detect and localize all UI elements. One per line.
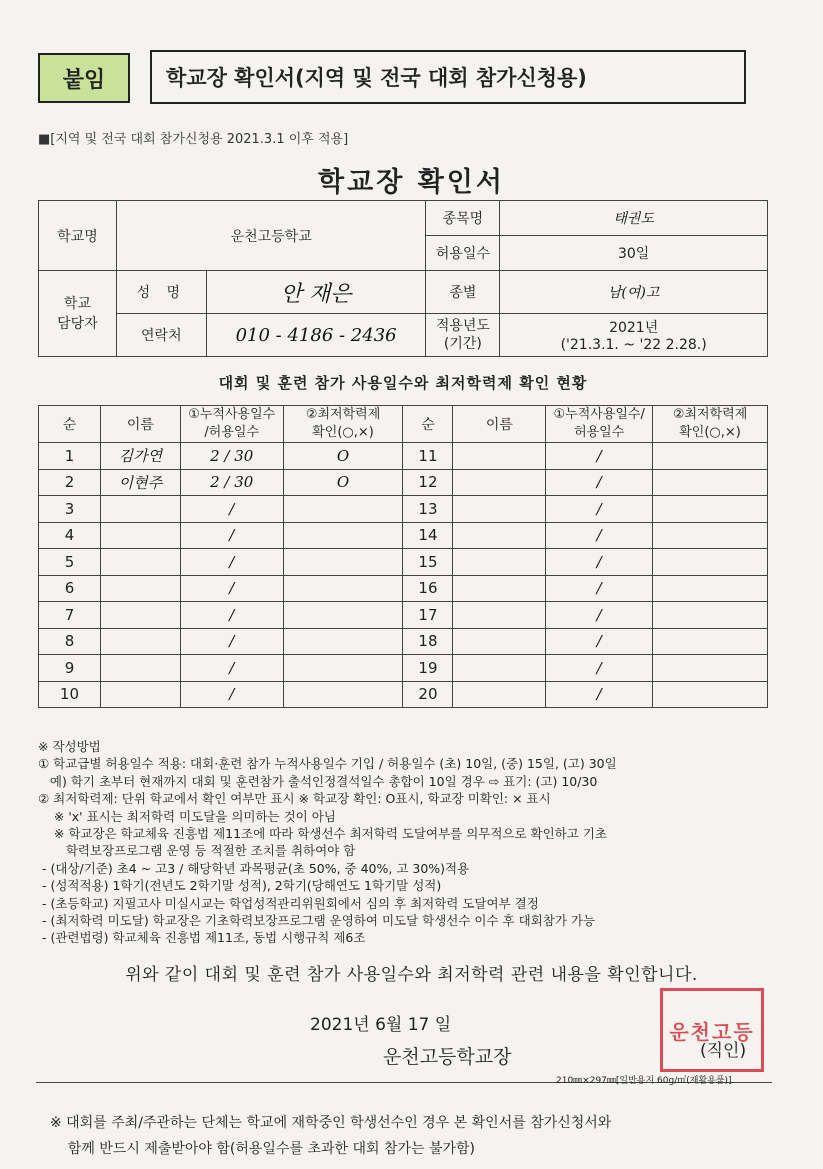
row-check — [653, 655, 768, 682]
row-days: / — [180, 655, 283, 682]
row-no: 11 — [403, 443, 453, 470]
gender-value: 남(여)고 — [500, 271, 768, 314]
days-label: 허용일수 — [426, 236, 500, 271]
row-name — [453, 602, 546, 629]
row-name — [453, 469, 546, 496]
instruction-line: - (초등학교) 지필고사 미실시교는 학업성적관리위원회에서 심의 후 최저학력 도달여부 결정 — [38, 895, 539, 911]
row-name — [453, 496, 546, 523]
row-no: 16 — [403, 575, 453, 602]
table-row — [39, 443, 768, 470]
instructions — [38, 738, 778, 947]
footer-note — [50, 1110, 770, 1162]
table-row — [39, 602, 768, 629]
row-check: O — [283, 469, 403, 496]
school-value: 운천고등학교 — [116, 201, 426, 271]
row-no: 17 — [403, 602, 453, 629]
row-no: 7 — [39, 602, 101, 629]
contact-value: 010 - 4186 - 2436 — [206, 314, 426, 357]
row-days: / — [546, 602, 653, 629]
row-days: / — [180, 602, 283, 629]
year-cell — [500, 314, 768, 357]
footer-line: 함께 반드시 제출받아야 함(허용일수를 초과한 대회 참가는 불가함) — [50, 1141, 476, 1157]
row-check — [283, 628, 403, 655]
row-check — [283, 655, 403, 682]
row-no: 9 — [39, 655, 101, 682]
row-name — [453, 628, 546, 655]
instruction-line: ① 학교급별 허용일수 적용: 대회·훈련 참가 누적사용일수 기입 / 허용일수 (초) 10일, (중) 15일, (고) 30일 — [38, 756, 617, 772]
row-days: / — [180, 681, 283, 708]
row-name — [100, 655, 180, 682]
header-name-2: 이름 — [453, 406, 546, 443]
row-no: 4 — [39, 522, 101, 549]
row-days: / — [546, 522, 653, 549]
days-value: 30일 — [500, 236, 768, 271]
row-no: 20 — [403, 681, 453, 708]
row-name — [100, 681, 180, 708]
row-name — [100, 602, 180, 629]
header-days: ①누적사용일수 /허용일수 — [180, 406, 283, 443]
footer-line: ※ 대회를 주최/주관하는 단체는 학교에 재학중인 학생선수인 경우 본 확인서를 참가신청서와 — [50, 1115, 612, 1131]
row-check — [653, 522, 768, 549]
row-check — [653, 443, 768, 470]
attendance-grid — [38, 405, 768, 708]
table-row — [39, 469, 768, 496]
row-check: O — [283, 443, 403, 470]
event-label: 종목명 — [426, 201, 500, 236]
document-title: 학교장 확인서(지역 및 전국 대회 참가신청용) — [150, 50, 746, 104]
confirm-statement: 위와 같이 대회 및 훈련 참가 사용일수와 최저학력 관련 내용을 확인합니다. — [125, 965, 698, 985]
application-note: ■[지역 및 전국 대회 참가신청용 2021.3.1 이후 적용] — [38, 132, 349, 147]
header-days-2: ①누적사용일수/ 허용일수 — [546, 406, 653, 443]
row-check — [653, 469, 768, 496]
info-table — [38, 200, 768, 357]
row-no: 6 — [39, 575, 101, 602]
row-no: 10 — [39, 681, 101, 708]
row-name — [100, 549, 180, 576]
year-period: ('21.3.1. ~ '22 2.28.) — [560, 337, 707, 353]
row-days: / — [180, 628, 283, 655]
section-title: 대회 및 훈련 참가 사용일수와 최저학력제 확인 현황 — [218, 374, 588, 392]
manager-label: 학교 담당자 — [39, 271, 117, 357]
table-row — [39, 655, 768, 682]
name-label: 성 명 — [116, 271, 206, 314]
row-no: 5 — [39, 549, 101, 576]
row-no: 19 — [403, 655, 453, 682]
table-row — [39, 549, 768, 576]
table-row — [39, 628, 768, 655]
table-row — [39, 681, 768, 708]
instruction-line: ※ 'x' 표시는 최저학력 미도달을 의미하는 것이 아님 — [38, 808, 336, 824]
instruction-line: - (최저학력 미도달) 학교장은 기초학력보장프로그램 운영하여 미도달 학생선수 이수 후 대회참가 가능 — [38, 913, 596, 929]
row-days: / — [546, 628, 653, 655]
principal-sign: 운천고등학교장 — [383, 1046, 512, 1068]
row-no: 18 — [403, 628, 453, 655]
header-no: 순 — [39, 406, 101, 443]
year-value: 2021년 — [609, 320, 659, 336]
year-label: 적용년도 (기간) — [426, 314, 500, 357]
row-check — [283, 575, 403, 602]
row-no: 15 — [403, 549, 453, 576]
paper-spec: 210㎜×297㎜[일반용지 60g/㎡(재활용품)] — [556, 1076, 732, 1086]
table-row — [39, 522, 768, 549]
row-no: 3 — [39, 496, 101, 523]
header-name: 이름 — [100, 406, 180, 443]
row-days: / — [546, 681, 653, 708]
instruction-line: - (성적적용) 1학기(전년도 2학기말 성적), 2학기(당해연도 1학기말 성적) — [38, 878, 442, 894]
row-name — [100, 522, 180, 549]
row-name — [100, 575, 180, 602]
row-name — [453, 575, 546, 602]
attachment-badge: 붙임 — [38, 53, 130, 103]
seal-note: (직인) — [700, 1041, 747, 1061]
row-check — [283, 496, 403, 523]
header-no-2: 순 — [403, 406, 453, 443]
row-no: 2 — [39, 469, 101, 496]
row-no: 1 — [39, 443, 101, 470]
instruction-line: ② 최저학력제: 단위 학교에서 확인 여부만 표시 ※ 학교장 확인: O표시, 학교장 미확인: × 표시 — [38, 791, 551, 807]
instruction-line: - (대상/기준) 초4 ~ 고3 / 해당학년 과목평균(초 50%, 중 40%, 고 30%)적용 — [38, 860, 470, 876]
row-check — [283, 549, 403, 576]
contact-label: 연락처 — [116, 314, 206, 357]
row-days: / — [546, 443, 653, 470]
row-days: / — [180, 496, 283, 523]
row-no: 8 — [39, 628, 101, 655]
row-no: 13 — [403, 496, 453, 523]
name-value: 안 재은 — [206, 271, 426, 314]
header-check-2: ②최저학력제 확인(○,×) — [653, 406, 768, 443]
row-days: / — [180, 575, 283, 602]
row-days: / — [546, 655, 653, 682]
sign-date: 2021년 6월 17 일 — [310, 1015, 452, 1035]
row-check — [283, 522, 403, 549]
row-name — [453, 681, 546, 708]
row-name — [453, 522, 546, 549]
row-check — [653, 496, 768, 523]
row-days: 2 / 30 — [180, 443, 283, 470]
event-value: 태권도 — [500, 201, 768, 236]
row-name: 이현주 — [100, 469, 180, 496]
row-days: 2 / 30 — [180, 469, 283, 496]
school-label: 학교명 — [39, 201, 117, 271]
row-name — [453, 443, 546, 470]
row-check — [283, 602, 403, 629]
row-days: / — [546, 575, 653, 602]
instruction-line: ※ 학교장은 학교체육 진흥법 제11조에 따라 학생선수 최저학력 도달여부를 의무적으로 확인하고 기초 — [38, 826, 607, 842]
row-days: / — [546, 549, 653, 576]
row-name — [453, 549, 546, 576]
row-days: / — [546, 469, 653, 496]
gender-label: 종별 — [426, 271, 500, 314]
header-check: ②최저학력제 확인(○,×) — [283, 406, 403, 443]
row-check — [653, 602, 768, 629]
row-name — [453, 655, 546, 682]
row-days: / — [180, 549, 283, 576]
row-no: 14 — [403, 522, 453, 549]
instruction-line: ※ 작성방법 — [38, 739, 101, 754]
row-name — [100, 496, 180, 523]
row-check — [653, 575, 768, 602]
instruction-line: 예) 학기 초부터 현재까지 대회 및 훈련참가 출석인정결석일수 총합이 10일 경우 ⇨ 표기: (고) 10/30 — [38, 773, 598, 789]
row-check — [283, 681, 403, 708]
main-title: 학교장 확인서 — [318, 167, 505, 198]
school-seal: 운천고등 — [660, 988, 764, 1072]
row-no: 12 — [403, 469, 453, 496]
row-days: / — [180, 522, 283, 549]
row-check — [653, 681, 768, 708]
row-name — [100, 628, 180, 655]
table-row — [39, 496, 768, 523]
row-name: 김가연 — [100, 443, 180, 470]
row-days: / — [546, 496, 653, 523]
row-check — [653, 628, 768, 655]
row-check — [653, 549, 768, 576]
instruction-line: 학력보장프로그램 운영 등 적절한 조치를 취하여야 함 — [38, 843, 356, 859]
instruction-line: - (관련법령) 학교체육 진흥법 제11조, 동법 시행규칙 제6조 — [38, 930, 366, 946]
table-row — [39, 575, 768, 602]
